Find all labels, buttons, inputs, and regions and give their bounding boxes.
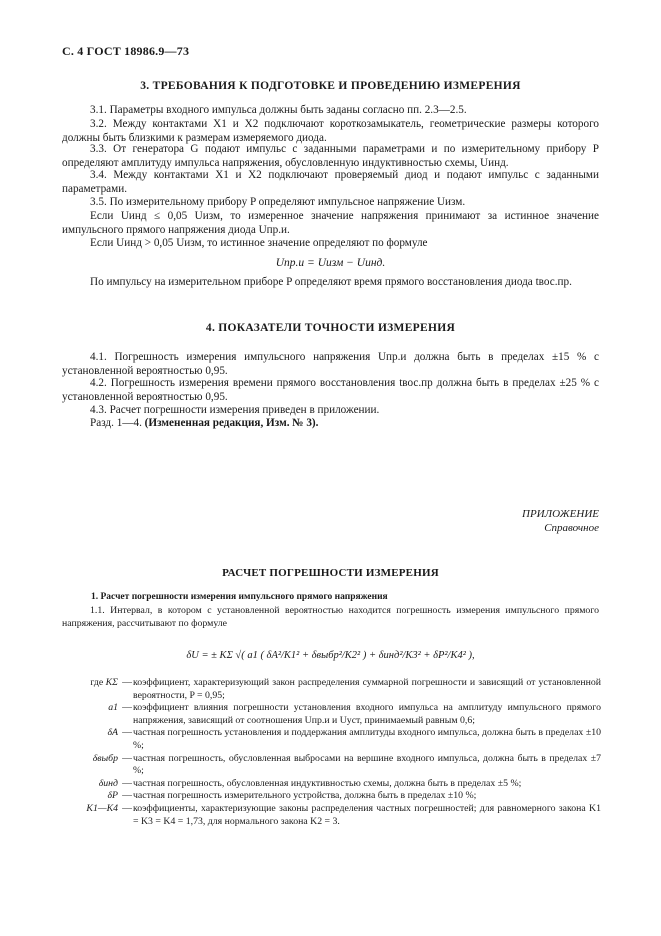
paragraph-3-5: 3.5. По измерительному прибору P определяют импульсное напряжение Uизм. bbox=[90, 196, 466, 208]
definitions-list bbox=[62, 677, 601, 828]
definition-row: K1—K4 — коэффициенты, характеризующие законы распределения частных погрешностей; для равномерного закона K1 = K3 = K4 = 1,73, для нормального закона K2 = 3. bbox=[86, 802, 601, 827]
appendix-sublabel: Справочное bbox=[544, 522, 599, 534]
amendment-note: (Измененная редакция, Изм. № 3). bbox=[144, 417, 319, 429]
paragraph-4-3: 4.3. Расчет погрешности измерения приведен в приложении. bbox=[90, 404, 380, 416]
paragraph-condition-1: Если Uинд ≤ 0,05 Uизм, то измеренное значение напряжения принимают за истинное значение импульсного прямого напряжения диода Uпр.и. bbox=[62, 210, 599, 237]
appendix-subtitle: 1. Расчет погрешности измерения импульсного прямого напряжения bbox=[91, 592, 388, 602]
definition-row: δвыбр — частная погрешность, обусловленная выбросами на вершине входного импульса, должна быть в пределах ±7 %; bbox=[92, 752, 601, 777]
paragraph-3-2: 3.2. Между контактами X1 и X2 подключают короткозамыкатель, геометрические размеры которого должны быть близкими к размерам измеряемого диода. bbox=[62, 118, 599, 145]
paragraph-3-3: 3.3. От генератора G подают импульс с заданными параметрами и по измерительному прибору P определяют амплитуду импульса напряжения, обусловленную индуктивностью схемы, Uинд. bbox=[62, 143, 599, 170]
paragraph-recovery-time: По импульсу на измерительном приборе P определяют время прямого восстановления диода tвос.пр. bbox=[90, 276, 572, 288]
paragraph-4-2: 4.2. Погрешность измерения времени прямого восстановления tвос.пр должна быть в пределах ±25 % с установленной вероятностью 0,95. bbox=[62, 377, 599, 404]
definition-row: a1 — коэффициент влияния погрешности установления входного импульса на амплитуду импульсного прямого напряжения, зависящий от соотношения Uпр.и и Uуст, принимаемый равным 0,6; bbox=[108, 702, 601, 726]
voltage-formula: Uпр.и = Uизм − Uинд. bbox=[275, 257, 386, 269]
definition-row: δP — частная погрешность измерительного устройства, должна быть в пределах ±10 %; bbox=[107, 790, 477, 802]
definition-row: δинд — частная погрешность, обусловленная индуктивностью схемы, должна быть в пределах ±5 %; bbox=[98, 777, 522, 789]
error-formula: δU = ± KΣ √( a1 ( δA²/K1² + δвыбр²/K2² ) + δинд²/K3² + δP²/K4² ), bbox=[186, 650, 475, 661]
appendix-title: РАСЧЕТ ПОГРЕШНОСТИ ИЗМЕРЕНИЯ bbox=[222, 567, 439, 579]
page-header: С. 4 ГОСТ 18986.9—73 bbox=[62, 44, 190, 58]
paragraph-3-4: 3.4. Между контактами X1 и X2 подключают проверяемый диод и подают импульс с заданными параметрами. bbox=[62, 169, 599, 196]
paragraph-3-1: 3.1. Параметры входного импульса должны быть заданы согласно пп. 2.3—2.5. bbox=[90, 104, 467, 116]
paragraph-amendment bbox=[62, 416, 599, 430]
section-3-title: 3. ТРЕБОВАНИЯ К ПОДГОТОВКЕ И ПРОВЕДЕНИЮ ИЗМЕРЕНИЯ bbox=[140, 80, 521, 92]
paragraph-4-1: 4.1. Погрешность измерения импульсного напряжения Uпр.и должна быть в пределах ±15 % с установленной вероятностью 0,95. bbox=[62, 351, 599, 378]
amendment-prefix: Разд. 1—4. bbox=[90, 417, 142, 429]
appendix-label-text: ПРИЛОЖЕНИЕ bbox=[522, 508, 599, 520]
paragraph-condition-2: Если Uинд > 0,05 Uизм, то истинное значение определяют по формуле bbox=[90, 237, 428, 249]
definition-row: δA — частная погрешность установления и поддержания амплитуды входного импульса, должна быть в пределах ±10 %; bbox=[107, 727, 601, 751]
appendix-paragraph-1-1: 1.1. Интервал, в котором с установленной вероятностью находится погрешность измерения импульсного прямого напряжения, рассчитывают по формуле bbox=[62, 605, 599, 629]
appendix-label bbox=[522, 507, 599, 535]
definition-row: где KΣ — коэффициент, характеризующий закон распределения суммарной погрешности и зависящий от установленной вероятности, P = 0,95; bbox=[62, 677, 601, 702]
section-4-title: 4. ПОКАЗАТЕЛИ ТОЧНОСТИ ИЗМЕРЕНИЯ bbox=[205, 322, 456, 334]
where-label: где KΣ bbox=[90, 677, 118, 688]
